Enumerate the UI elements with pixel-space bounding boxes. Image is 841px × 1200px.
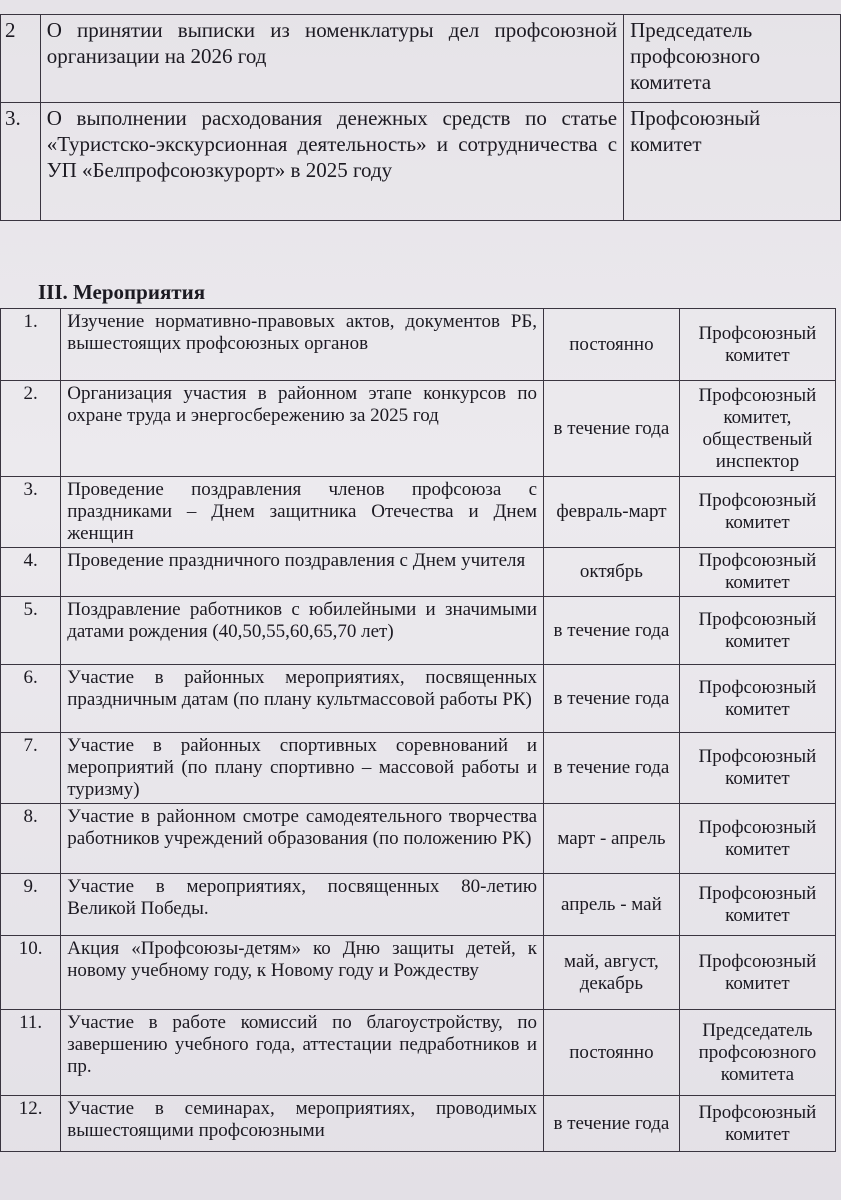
row-text: Проведение поздравления членов профсоюза с праздниками – Днем защитника Отечества и Днем женщин xyxy=(61,477,544,548)
row-responsible: Профсоюзный комитет xyxy=(679,936,835,1010)
row-number: 7. xyxy=(1,733,61,804)
table-row xyxy=(1,381,836,477)
row-number: 4. xyxy=(1,548,61,597)
row-number: 2. xyxy=(1,381,61,477)
table-row xyxy=(1,936,836,1010)
row-text: О выполнении расходования денежных средств по статье «Туристско-экскурсионная деятельность» и сотрудничества с УП «Белпрофсоюзкурорт» в 2025 году xyxy=(40,103,623,221)
row-responsible: Председатель профсоюзного комитета xyxy=(624,15,841,103)
row-responsible: Профсоюзный комитет, общественый инспектор xyxy=(679,381,835,477)
row-number: 3. xyxy=(1,477,61,548)
row-text: Участие в работе комиссий по благоустройству, по завершению учебного года, аттестации педработников и пр. xyxy=(61,1010,544,1096)
row-term: в течение года xyxy=(544,733,680,804)
row-term: постоянно xyxy=(544,309,680,381)
row-text: Изучение нормативно-правовых актов, документов РБ, вышестоящих профсоюзных органов xyxy=(61,309,544,381)
table-row xyxy=(1,309,836,381)
row-term: в течение года xyxy=(544,1096,680,1152)
table-row xyxy=(1,804,836,874)
row-number: 6. xyxy=(1,665,61,733)
row-text: Участие в семинарах, мероприятиях, проводимых вышестоящими профсоюзными xyxy=(61,1096,544,1152)
table-row xyxy=(1,548,836,597)
row-number: 5. xyxy=(1,597,61,665)
row-term: май, август, декабрь xyxy=(544,936,680,1010)
row-number: 8. xyxy=(1,804,61,874)
table-row xyxy=(1,665,836,733)
row-term: в течение года xyxy=(544,665,680,733)
row-responsible: Профсоюзный комитет xyxy=(679,874,835,936)
row-number: 9. xyxy=(1,874,61,936)
row-term: февраль-март xyxy=(544,477,680,548)
row-responsible: Профсоюзный комитет xyxy=(679,804,835,874)
row-term: март - апрель xyxy=(544,804,680,874)
row-number: 3. xyxy=(1,103,41,221)
row-text: Акция «Профсоюзы-детям» ко Дню защиты детей, к новому учебному году, к Новому году и Рождеству xyxy=(61,936,544,1010)
agenda-table xyxy=(0,14,841,221)
table-row xyxy=(1,477,836,548)
row-responsible: Профсоюзный комитет xyxy=(679,597,835,665)
table-row xyxy=(1,1010,836,1096)
section-heading: III. Мероприятия xyxy=(38,280,206,304)
row-responsible: Председатель профсоюзного комитета xyxy=(679,1010,835,1096)
events-table xyxy=(0,308,836,1152)
row-responsible: Профсоюзный комитет xyxy=(679,309,835,381)
row-text: О принятии выписки из номенклатуры дел профсоюзной организации на 2026 год xyxy=(40,15,623,103)
row-number: 10. xyxy=(1,936,61,1010)
row-number: 11. xyxy=(1,1010,61,1096)
table-row xyxy=(1,874,836,936)
row-responsible: Профсоюзный комитет xyxy=(679,1096,835,1152)
row-term: апрель - май xyxy=(544,874,680,936)
row-responsible: Профсоюзный комитет xyxy=(679,548,835,597)
table-row xyxy=(1,1096,836,1152)
row-number: 2 xyxy=(1,15,41,103)
row-responsible: Профсоюзный комитет xyxy=(679,733,835,804)
table-row xyxy=(1,597,836,665)
table-row xyxy=(1,103,841,221)
row-term: октябрь xyxy=(544,548,680,597)
row-term: постоянно xyxy=(544,1010,680,1096)
row-responsible: Профсоюзный комитет xyxy=(679,477,835,548)
row-text: Участие в мероприятиях, посвященных 80-летию Великой Победы. xyxy=(61,874,544,936)
row-term: в течение года xyxy=(544,597,680,665)
row-text: Поздравление работников с юбилейными и значимыми датами рождения (40,50,55,60,65,70 лет) xyxy=(61,597,544,665)
table-row xyxy=(1,733,836,804)
row-responsible: Профсоюзный комитет xyxy=(624,103,841,221)
row-text: Проведение праздничного поздравления с Днем учителя xyxy=(61,548,544,597)
row-number: 12. xyxy=(1,1096,61,1152)
row-text: Организация участия в районном этапе конкурсов по охране труда и энергосбережению за 2025 год xyxy=(61,381,544,477)
row-text: Участие в районных спортивных соревнований и мероприятий (по плану спортивно – массовой работы и туризму) xyxy=(61,733,544,804)
row-number: 1. xyxy=(1,309,61,381)
row-term: в течение года xyxy=(544,381,680,477)
row-responsible: Профсоюзный комитет xyxy=(679,665,835,733)
row-text: Участие в районном смотре самодеятельного творчества работников учреждений образования (по положению РК) xyxy=(61,804,544,874)
table-row xyxy=(1,15,841,103)
row-text: Участие в районных мероприятиях, посвященных праздничным датам (по плану культмассовой работы РК) xyxy=(61,665,544,733)
